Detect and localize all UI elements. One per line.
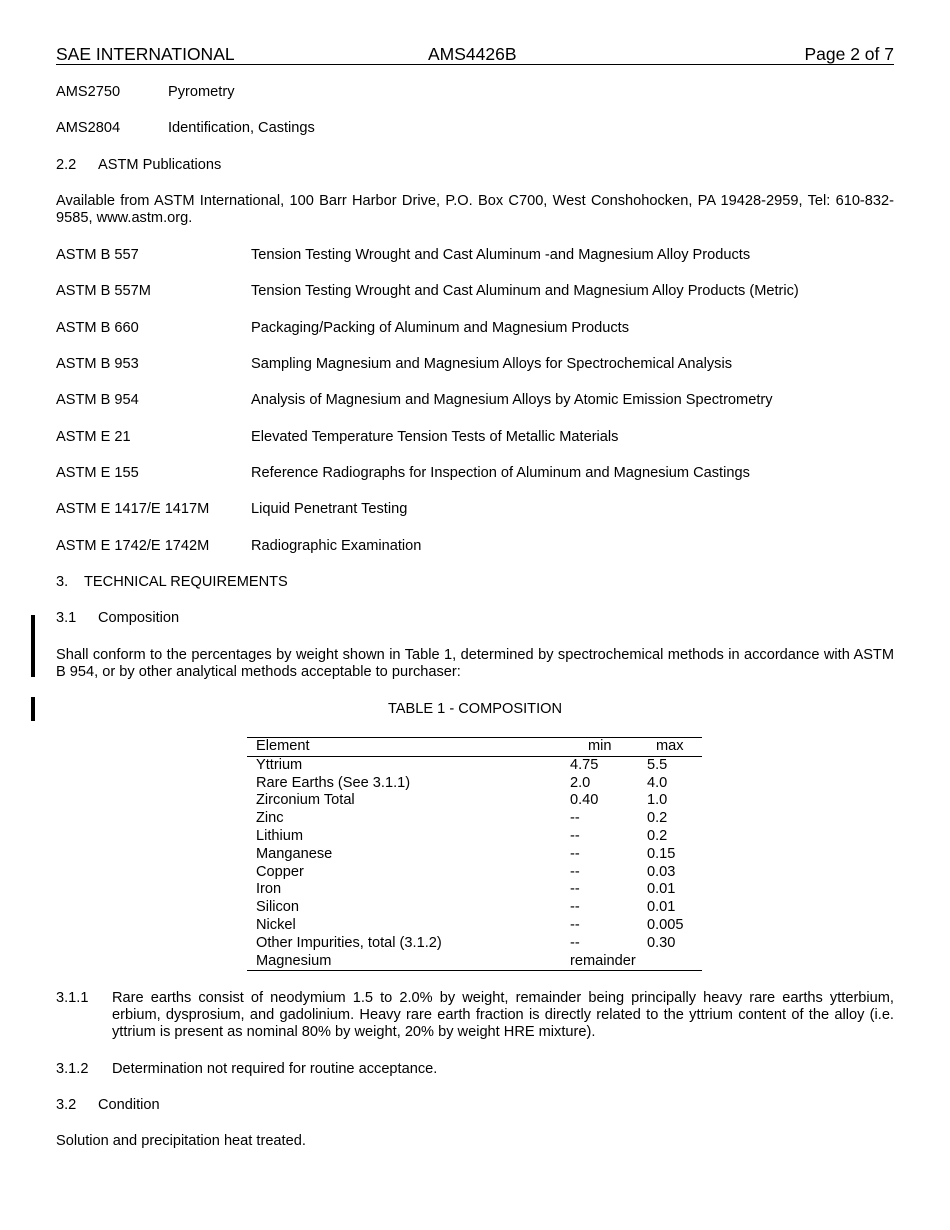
max-cell: 0.2 <box>647 827 668 844</box>
page-header <box>56 44 894 65</box>
table-row <box>247 917 702 935</box>
astm-ref-code: ASTM E 1742/E 1742M <box>56 538 210 554</box>
element-cell: Rare Earths (See 3.1.1) <box>256 774 411 791</box>
header-doc-number: AMS4426B <box>428 44 517 64</box>
element-cell: Zirconium Total <box>256 792 355 809</box>
table-row <box>247 810 702 828</box>
min-cell: 4.75 <box>570 756 599 773</box>
astm-ref-code: ASTM E 155 <box>56 465 139 481</box>
table-row <box>247 775 702 793</box>
astm-ref-code: ASTM B 660 <box>56 320 139 336</box>
min-cell: -- <box>570 881 580 898</box>
min-cell: remainder <box>570 952 636 969</box>
ams-ref-title: Pyrometry <box>168 84 235 100</box>
max-cell: 0.005 <box>647 916 684 933</box>
column-header-min: min <box>588 738 612 754</box>
table-row <box>247 846 702 864</box>
max-cell: 4.0 <box>647 774 668 791</box>
max-cell: 0.15 <box>647 845 676 862</box>
section-3-1-1-number: 3.1.1 <box>56 990 89 1006</box>
element-cell: Lithium <box>256 827 304 844</box>
astm-ref-title: Analysis of Magnesium and Magnesium Alloys by Atomic Emission Spectrometry <box>251 392 773 408</box>
ams-ref-code: AMS2804 <box>56 120 121 136</box>
table-row <box>247 864 702 882</box>
astm-ref-title: Radiographic Examination <box>251 538 422 554</box>
table-row <box>247 756 702 774</box>
element-cell: Iron <box>256 881 282 898</box>
astm-ref-title: Tension Testing Wrought and Cast Aluminum -and Magnesium Alloy Products <box>251 247 751 263</box>
max-cell: 5.5 <box>647 756 668 773</box>
section-3-1-number: 3.1 <box>56 610 77 626</box>
section-3-number: 3. <box>56 574 69 590</box>
section-3-1-title: Composition <box>98 610 180 626</box>
max-cell: 0.2 <box>647 810 668 827</box>
astm-ref-title: Tension Testing Wrought and Cast Aluminum and Magnesium Alloy Products (Metric) <box>251 283 799 299</box>
astm-ref-title: Packaging/Packing of Aluminum and Magnesium Products <box>251 320 630 336</box>
revision-change-bar <box>31 615 35 677</box>
min-cell: -- <box>570 916 580 933</box>
astm-ref-title: Liquid Penetrant Testing <box>251 501 408 517</box>
min-cell: -- <box>570 899 580 916</box>
composition-table <box>247 737 702 971</box>
min-cell: 0.40 <box>570 792 599 809</box>
element-cell: Manganese <box>256 845 333 862</box>
ams-ref-title: Identification, Castings <box>168 120 315 136</box>
element-cell: Copper <box>256 863 304 880</box>
astm-ref-title: Reference Radiographs for Inspection of Aluminum and Magnesium Castings <box>251 465 750 481</box>
min-cell: -- <box>570 863 580 880</box>
astm-ref-code: ASTM B 954 <box>56 392 139 408</box>
max-cell: 0.01 <box>647 881 676 898</box>
table-row <box>247 899 702 917</box>
max-cell: 0.03 <box>647 863 676 880</box>
element-cell: Other Impurities, total (3.1.2) <box>256 934 442 951</box>
table-header-row <box>247 738 702 757</box>
min-cell: -- <box>570 845 580 862</box>
ams-ref-code: AMS2750 <box>56 84 121 100</box>
header-org: SAE INTERNATIONAL <box>56 44 235 64</box>
section-3-1-2-number: 3.1.2 <box>56 1061 89 1077</box>
astm-ref-code: ASTM E 1417/E 1417M <box>56 501 210 517</box>
table-row <box>247 881 702 899</box>
section-3-1-2-text: Determination not required for routine acceptance. <box>112 1061 438 1077</box>
section-3-1-1-text: Rare earths consist of neodymium 1.5 to 2.0% by weight, remainder being principally heavy rare earths ytterbium, erbium, dysprosium, and gadolinium. Heavy rare earth fraction is directly related to the yttrium content of the alloy (i.e. yttrium is present as nominal 80% by weight, 20% by weight HRE mixture). <box>112 990 894 1040</box>
min-cell: 2.0 <box>570 774 591 791</box>
max-cell: 0.30 <box>647 934 676 951</box>
astm-ref-title: Elevated Temperature Tension Tests of Metallic Materials <box>251 429 619 445</box>
header-page-number: Page 2 of 7 <box>804 44 894 64</box>
element-cell: Yttrium <box>256 756 303 773</box>
astm-ref-title: Sampling Magnesium and Magnesium Alloys for Spectrochemical Analysis <box>251 356 733 372</box>
min-cell: -- <box>570 934 580 951</box>
element-cell: Nickel <box>256 916 296 933</box>
section-2-2-number: 2.2 <box>56 157 77 173</box>
section-3-2-title: Condition <box>98 1097 160 1113</box>
section-3-title: TECHNICAL REQUIREMENTS <box>84 574 288 590</box>
table-row <box>247 935 702 953</box>
table-row <box>247 792 702 810</box>
table-caption: TABLE 1 - COMPOSITION <box>387 701 563 717</box>
element-cell: Magnesium <box>256 952 332 969</box>
min-cell: -- <box>570 810 580 827</box>
table-row <box>247 953 702 971</box>
section-3-2-number: 3.2 <box>56 1097 77 1113</box>
astm-ref-code: ASTM B 953 <box>56 356 139 372</box>
section-2-2-title: ASTM Publications <box>98 157 222 173</box>
min-cell: -- <box>570 827 580 844</box>
composition-requirement-text: Shall conform to the percentages by weight shown in Table 1, determined by spectrochemical methods in accordance with ASTM B 954, or by other analytical methods acceptable to purchaser: <box>56 647 894 680</box>
max-cell: 0.01 <box>647 899 676 916</box>
astm-ref-code: ASTM E 21 <box>56 429 131 445</box>
condition-text: Solution and precipitation heat treated. <box>56 1133 306 1149</box>
astm-ref-code: ASTM B 557 <box>56 247 139 263</box>
table-row <box>247 828 702 846</box>
astm-availability: Available from ASTM International, 100 Barr Harbor Drive, P.O. Box C700, West Conshohocken, PA 19428-2959, Tel: 610-832-9585, www.astm.org. <box>56 193 894 226</box>
astm-ref-code: ASTM B 557M <box>56 283 151 299</box>
max-cell: 1.0 <box>647 792 668 809</box>
column-header-max: max <box>656 738 684 754</box>
element-cell: Zinc <box>256 810 284 827</box>
column-header-element: Element <box>256 738 310 754</box>
element-cell: Silicon <box>256 899 299 916</box>
